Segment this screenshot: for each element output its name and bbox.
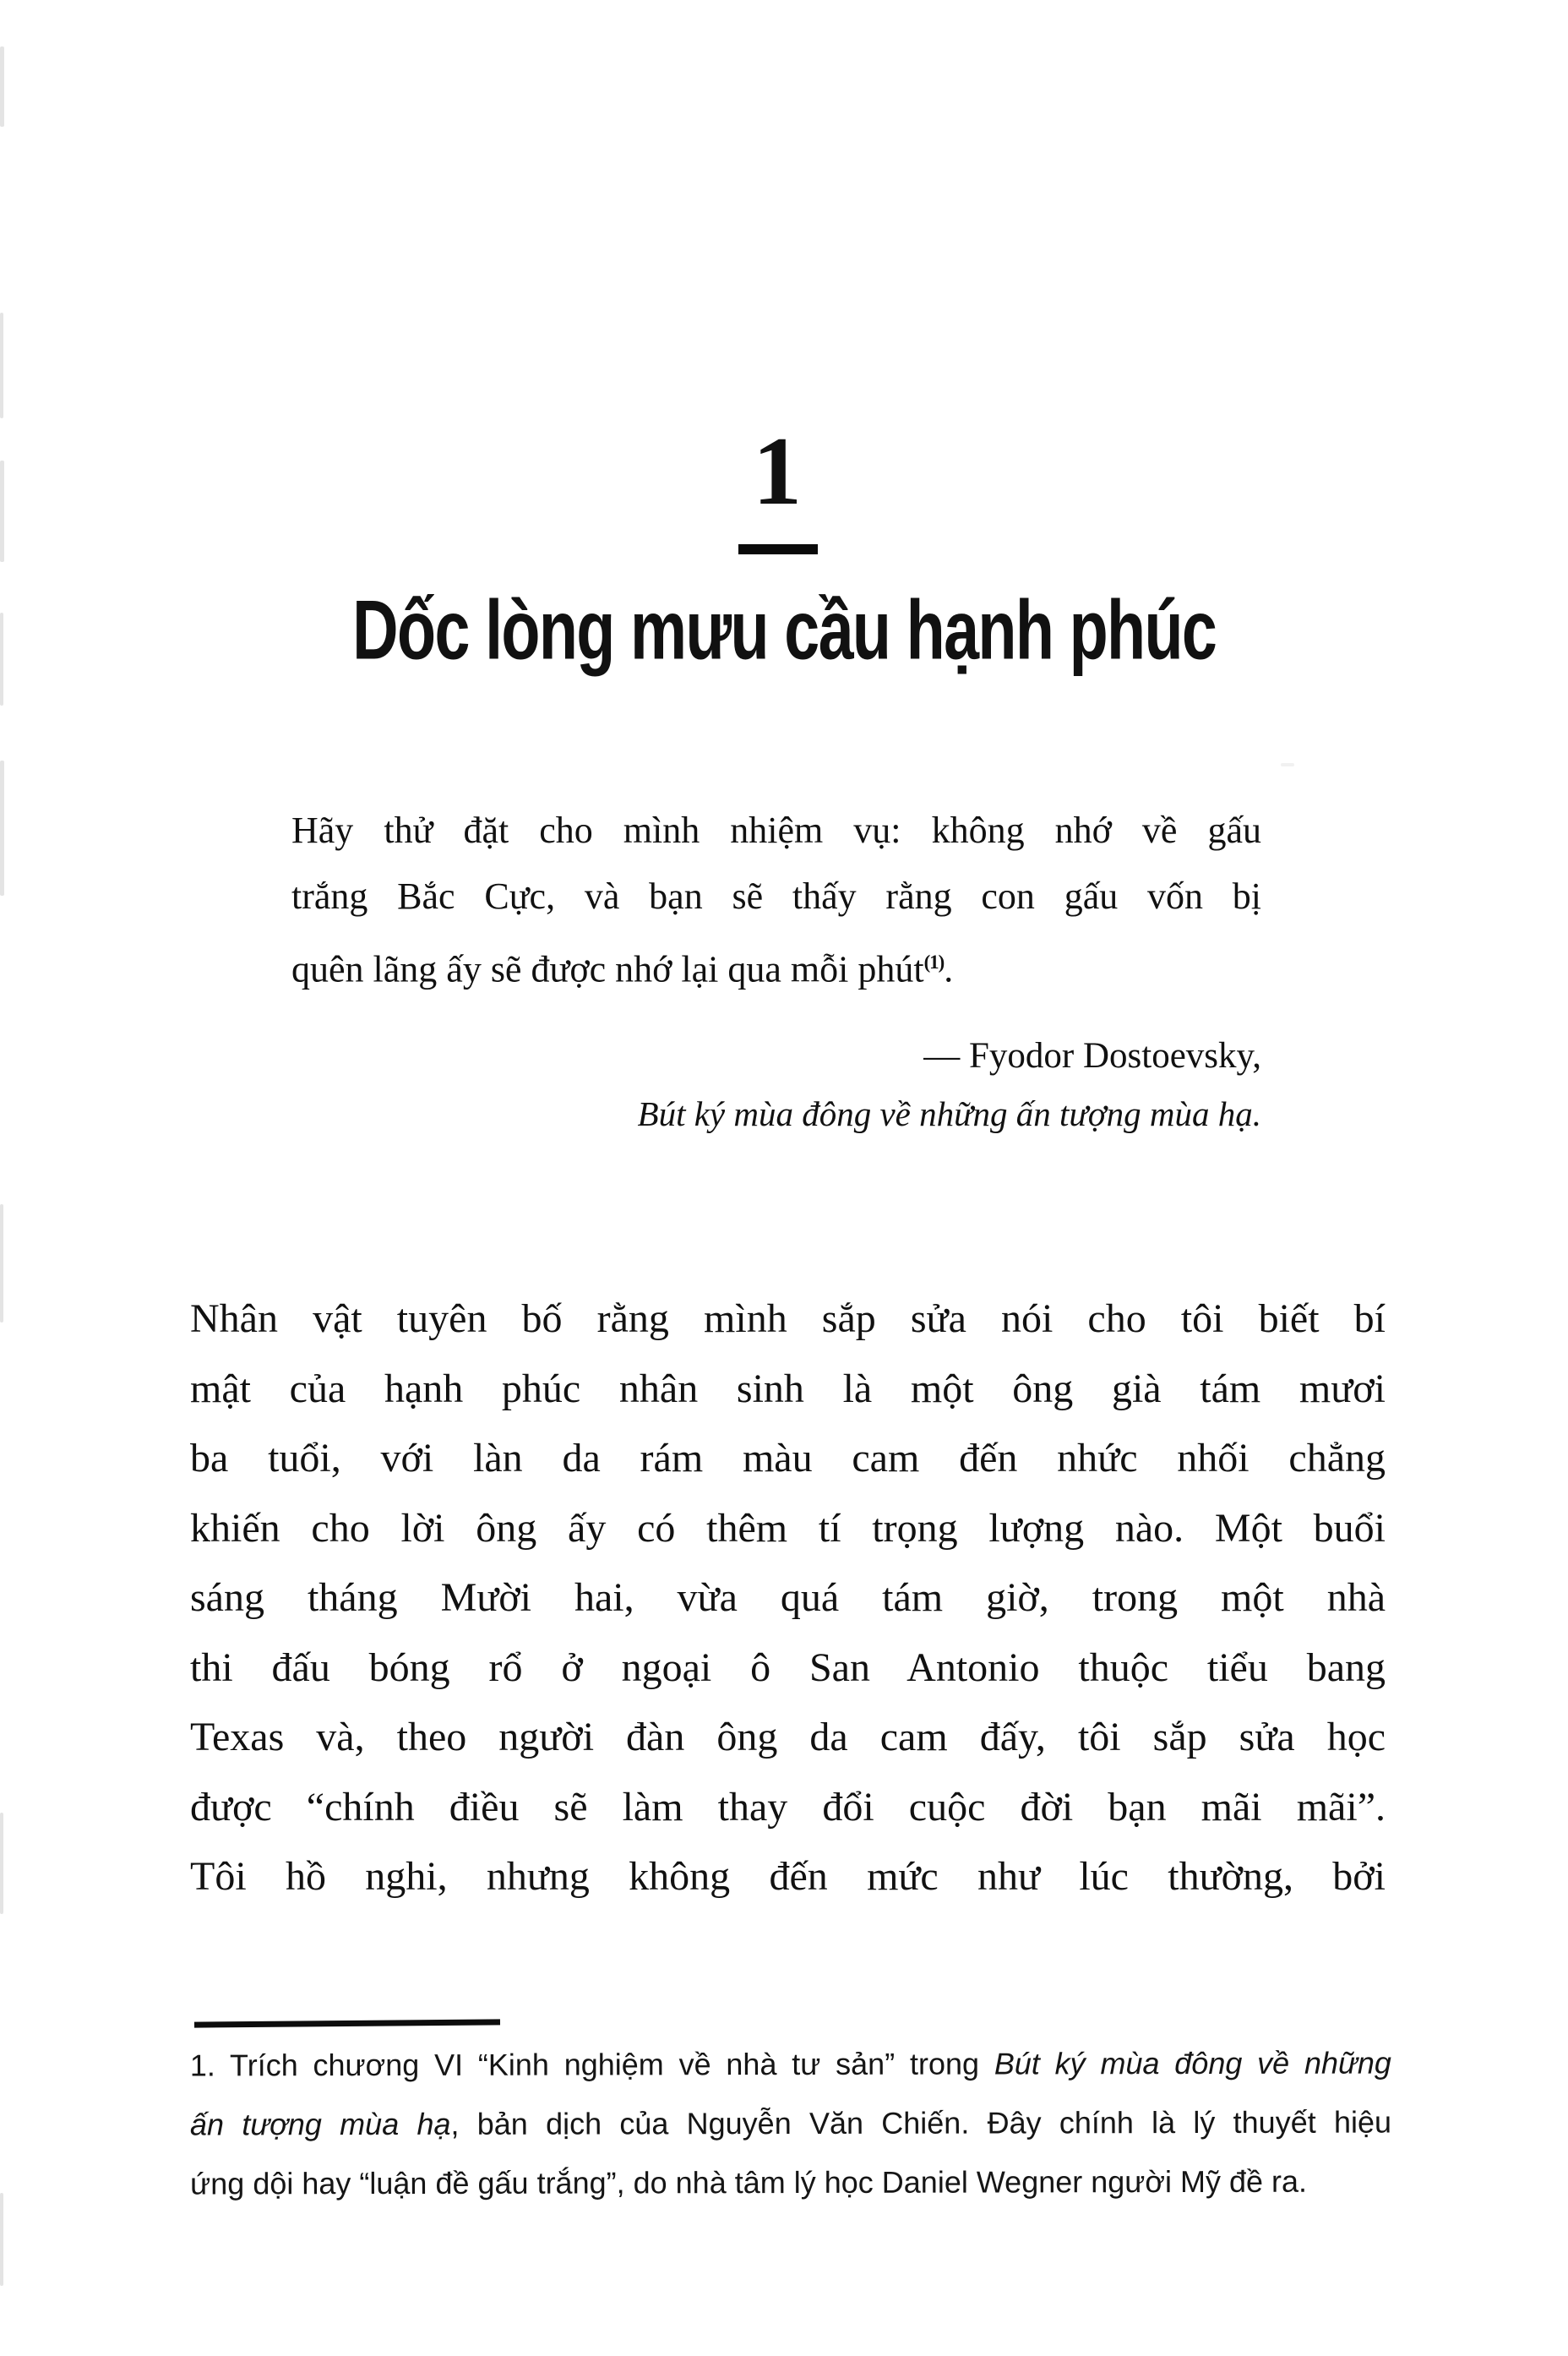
chapter-number-underline: [738, 544, 818, 554]
footnote-rule: [194, 2019, 500, 2027]
text-segment: ứng dội hay “luận đề gấu trắng”, do nhà tâm lý học Daniel Wegner người Mỹ đề ra.: [190, 2163, 1308, 2201]
chapter-number: 1: [753, 417, 802, 526]
body-line: [190, 1633, 1386, 1704]
chapter-title-wrap: [101, 580, 1467, 681]
text-segment: trắng Bắc Cực, và bạn sẽ thấy rằng con gấu vốn bị: [291, 875, 1261, 917]
text-segment: Texas và, theo người đàn ông da cam đấy, tôi sắp sửa học: [190, 1715, 1386, 1759]
scan-artifact: [0, 313, 3, 418]
body-line: [190, 1494, 1386, 1564]
text-segment: Hãy thử đặt cho mình nhiệm vụ: không nhớ về gấu: [291, 810, 1261, 851]
text-segment: 1. Trích chương VI “Kinh nghiệm về nhà tư sản” trong: [189, 2046, 994, 2083]
text-segment: sáng tháng Mười hai, vừa quá tám giờ, trong một nhà: [190, 1575, 1386, 1620]
scan-artifact: [0, 1813, 3, 1914]
epigraph-line: [291, 864, 1261, 930]
footnote: [190, 2034, 1391, 2214]
scan-artifact: [0, 613, 3, 706]
scan-artifact: [0, 1204, 3, 1323]
scan-artifact: [0, 2193, 3, 2286]
text-segment: Nhân vật tuyên bố rằng mình sắp sửa nói cho tôi biết bí: [190, 1296, 1386, 1341]
body-line: [190, 1563, 1386, 1633]
body-line: [190, 1773, 1386, 1843]
text-segment: ba tuổi, với làn da rám màu cam đến nhức nhối chẳng: [190, 1436, 1386, 1481]
text-segment: (1): [923, 952, 945, 973]
text-segment: được “chính điều sẽ làm thay đổi cuộc đời bạn mãi mãi”.: [190, 1784, 1386, 1830]
chapter-title: Dốc lòng mưu cầu hạnh phúc: [351, 583, 1217, 678]
text-segment: .: [944, 948, 954, 990]
body-line: [190, 1703, 1386, 1773]
text-segment: thi đấu bóng rổ ở ngoại ô San Antonio thuộc tiểu bang: [190, 1644, 1386, 1690]
epigraph-line: [291, 798, 1261, 864]
text-segment: khiến cho lời ông ấy có thêm tí trọng lượng nào. Một buổi: [190, 1505, 1386, 1551]
text-segment: ấn tượng mùa hạ: [189, 2106, 451, 2142]
scan-artifact: [0, 461, 4, 562]
text-segment: Tôi hồ nghi, nhưng không đến mức như lúc thường, bởi: [190, 1854, 1386, 1899]
epigraph-quote: [291, 798, 1261, 1003]
body-line: [190, 1842, 1386, 1912]
scan-artifact: [1281, 763, 1294, 766]
footnote-line: [190, 2152, 1391, 2214]
text-segment: mật của hạnh phúc nhân sinh là một ông già tám mươi: [190, 1366, 1386, 1411]
footnote-line: [190, 2034, 1391, 2096]
epigraph-attribution-author: — Fyodor Dostoevsky,: [923, 1036, 1261, 1076]
scan-artifact: [0, 46, 4, 127]
text-segment: Bút ký mùa đông về những: [994, 2045, 1391, 2081]
body-paragraph: [190, 1284, 1386, 1912]
body-line: [190, 1424, 1386, 1494]
body-line: [190, 1355, 1386, 1425]
footnote-line: [190, 2093, 1391, 2155]
text-segment: quên lãng ấy sẽ được nhớ lại qua mỗi phút: [291, 948, 924, 990]
scan-artifact: [0, 761, 4, 896]
text-segment: , bản dịch của Nguyễn Văn Chiến. Đây chính là lý thuyết hiệu: [450, 2104, 1392, 2141]
epigraph-line: [291, 930, 1261, 1003]
body-line: [190, 1284, 1386, 1355]
epigraph-attribution-source: Bút ký mùa đông về những ấn tượng mùa hạ.: [637, 1094, 1261, 1133]
